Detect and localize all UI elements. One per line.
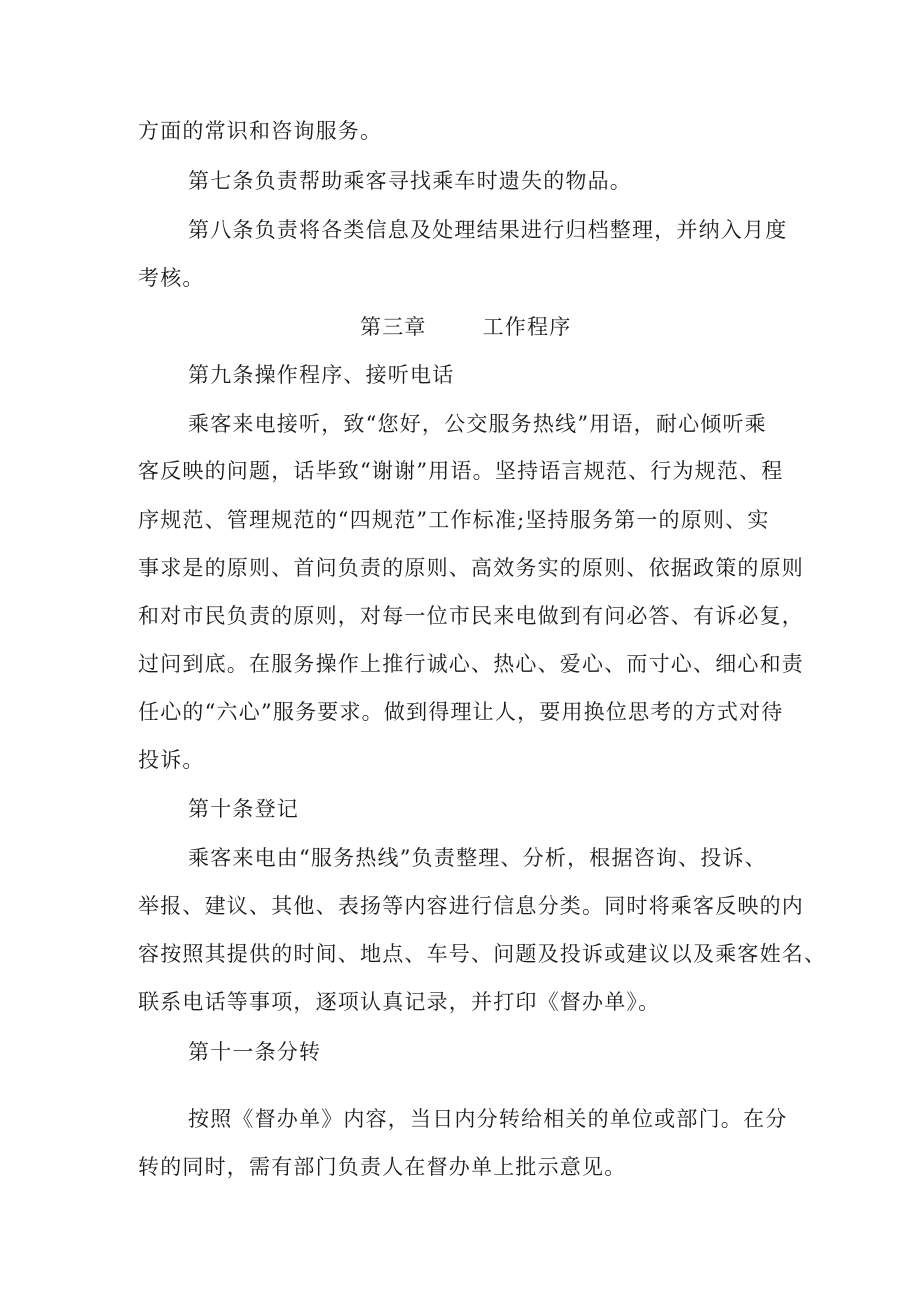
paragraph-line: 任心的“六心”服务要求。做到得理让人，要用换位思考的方式对待 [138, 700, 784, 724]
paragraph-line: 联系电话等事项，逐项认真记录，并打印《督办单》。 [138, 990, 661, 1014]
paragraph-line: 转的同时，需有部门负责人在督办单上批示意见。 [138, 1155, 627, 1179]
article-10-heading: 第十条登记 [188, 797, 299, 821]
article-11-heading: 第十一条分转 [188, 1040, 322, 1064]
paragraph-line: 和对市民负责的原则，对每一位市民来电做到有问必答、有诉必复， [138, 604, 804, 628]
paragraph-line: 方面的常识和咨询服务。 [138, 119, 383, 143]
chapter-heading [360, 315, 571, 339]
paragraph-line: 按照《督办单》内容，当日内分转给相关的单位或部门。在分 [188, 1107, 788, 1131]
paragraph-line: 事求是的原则、首问负责的原则、高效务实的原则、依据政策的原则 [138, 556, 804, 580]
paragraph-line: 容按照其提供的时间、地点、车号、问题及投诉或建议以及乘客姓名、 [138, 942, 827, 966]
paragraph-line: 乘客来电接听，致“您好，公交服务热线”用语，耐心倾听乘 [188, 412, 767, 436]
chapter-title: 工作程序 [482, 315, 572, 339]
article-9-heading: 第九条操作程序、接听电话 [188, 363, 455, 387]
paragraph-line: 序规范、管理规范的“四规范”工作标准;坚持服务第一的原则、实 [138, 508, 770, 532]
chapter-number: 第三章 [360, 315, 427, 339]
article-7-line: 第七条负责帮助乘客寻找乘车时遗失的物品。 [188, 169, 632, 193]
paragraph-line: 考核。 [138, 266, 205, 290]
paragraph-line: 乘客来电由“服务热线”负责整理、分析，根据咨询、投诉、 [188, 846, 767, 870]
paragraph-line: 举报、建议、其他、表扬等内容进行信息分类。同时将乘客反映的内 [138, 894, 804, 918]
paragraph-line: 过问到底。在服务操作上推行诚心、热心、爱心、而寸心、细心和责 [138, 652, 804, 676]
paragraph-line: 投诉。 [138, 748, 205, 772]
article-8-line: 第八条负责将各类信息及处理结果进行归档整理，并纳入月度 [188, 218, 788, 242]
paragraph-line: 客反映的问题，话毕致“谢谢”用语。坚持语言规范、行为规范、程 [138, 459, 784, 483]
